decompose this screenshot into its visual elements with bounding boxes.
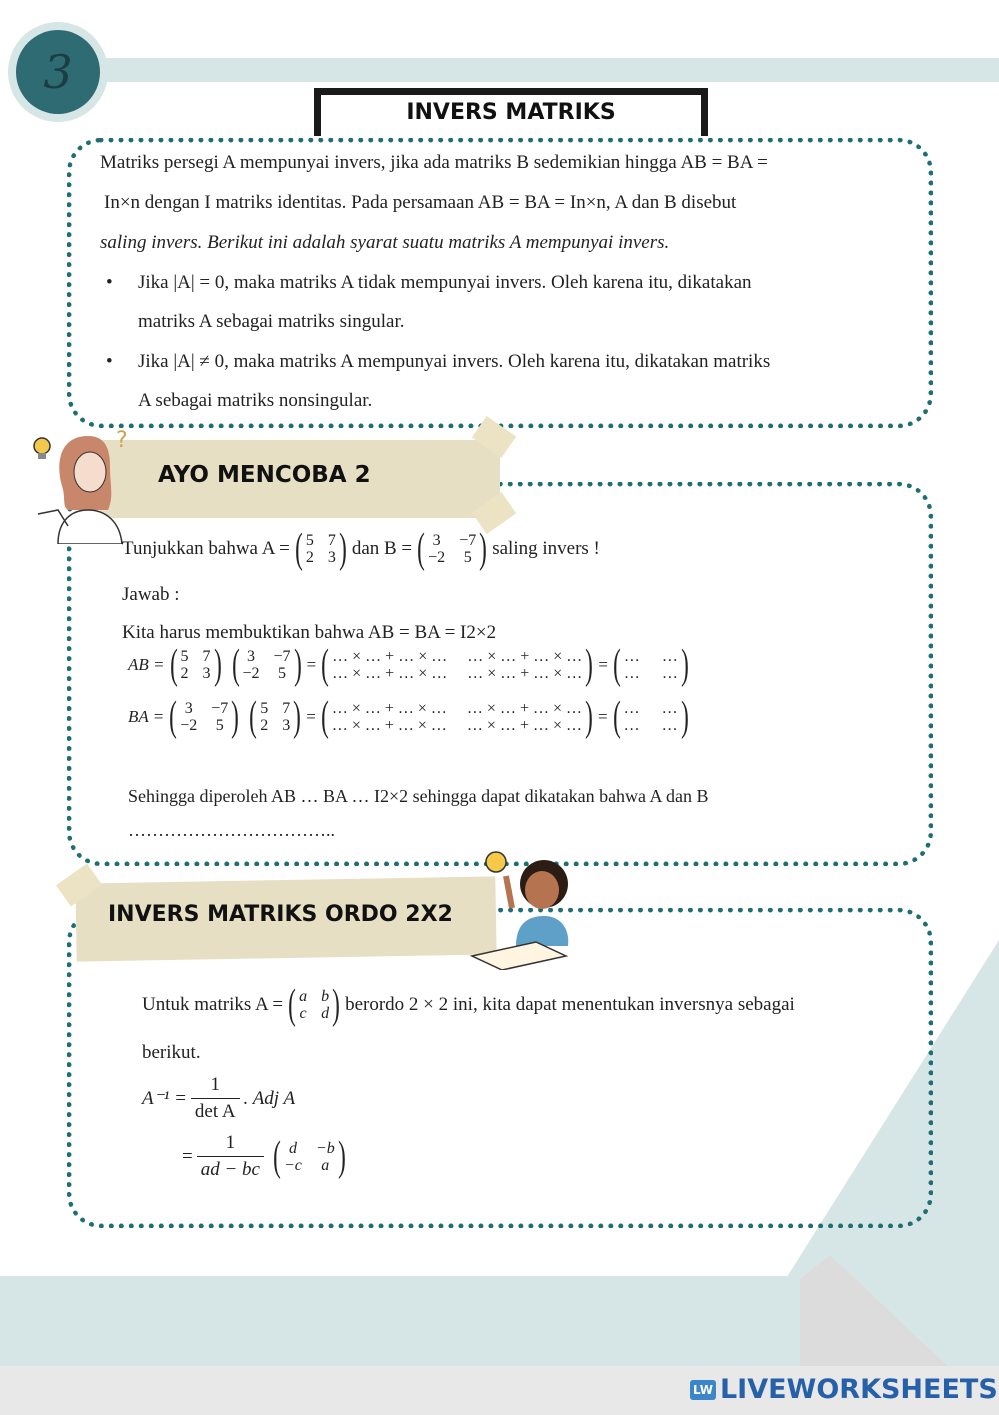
- bullet-dot-2: •: [106, 351, 113, 372]
- matrix-a: ( 5 7 2 3 ): [294, 526, 347, 572]
- ba-a-cell: 5: [260, 700, 269, 717]
- ab-blank-result: …: [623, 665, 640, 682]
- liveworksheets-watermark: [690, 1374, 998, 1405]
- adj-cell: d: [288, 1139, 297, 1157]
- matrix-abcd-cell: a: [299, 988, 308, 1005]
- proof-statement: Kita harus membuktikan bahwa AB = BA = I2×2: [122, 622, 497, 643]
- ab-equation: AB = ( 5 7 2 3 ) ( 3 −7 −2 5 ) = ( … × … + … × … … × … + … × … … × … + … × … … × … + … × … ) = ( … … … … ): [128, 642, 689, 688]
- formula-1: [142, 1074, 295, 1123]
- ab-eq-1: =: [306, 655, 317, 674]
- formula-2-den: ad − bc: [197, 1156, 264, 1181]
- matrix-a-cell: 7: [327, 532, 336, 549]
- matrix-abcd-cell: b: [321, 988, 330, 1005]
- ab-b-cell: −7: [273, 648, 291, 665]
- footer-band: [0, 1276, 800, 1366]
- ab-blank-product: … × … + … × …: [467, 665, 583, 682]
- matrix-b-cell: −7: [459, 532, 477, 549]
- formula-1-lhs: A⁻¹ =: [142, 1088, 187, 1109]
- jawab-label: Jawab :: [122, 584, 180, 605]
- intro-line2: berikut.: [142, 1042, 201, 1063]
- section1-line2: In×n dengan I matriks identitas. Pada persamaan AB = BA = In×n, A dan B disebut: [104, 192, 737, 213]
- bullet-2-line2: A sebagai matriks nonsingular.: [138, 390, 373, 411]
- ba-a-cell: 2: [260, 717, 269, 734]
- lightbulb-icon: [34, 438, 50, 454]
- matrix-a-cell: 5: [305, 532, 314, 549]
- adj-matrix: ( d −b −c a ): [273, 1133, 346, 1180]
- ab-a-cell: 7: [202, 648, 211, 665]
- ba-blank-result: …: [623, 700, 640, 717]
- lightbulb-icon: [486, 852, 506, 872]
- question-mid: dan B =: [351, 538, 413, 559]
- ba-b-cell: 3: [184, 700, 193, 717]
- matrix-b-cell: −2: [428, 549, 446, 566]
- bullet-dot-1: •: [106, 272, 113, 293]
- page-number-circle: [16, 30, 100, 114]
- matrix-abcd-cell: d: [321, 1005, 330, 1022]
- ba-b-cell: −7: [211, 700, 229, 717]
- section3-title: INVERS MATRIKS ORDO 2X2: [108, 902, 453, 927]
- ab-b-cell: 3: [247, 648, 256, 665]
- page-number: 3: [43, 45, 73, 99]
- conclusion-line: Sehingga diperoleh AB … BA … I2×2 sehingga dapat dikatakan bahwa A dan B: [128, 786, 709, 806]
- matrix-a-cell: 3: [327, 549, 336, 566]
- section1-title: INVERS MATRIKS: [406, 100, 616, 125]
- matrix-abcd-cell: c: [299, 1005, 307, 1022]
- question-post: saling invers !: [492, 538, 600, 559]
- ab-a-cell: 2: [180, 665, 189, 682]
- ba-a-cell: 3: [282, 717, 291, 734]
- question-pre: Tunjukkan bahwa A =: [122, 538, 290, 559]
- ab-a-cell: 3: [202, 665, 211, 682]
- formula-1-num: 1: [210, 1074, 220, 1095]
- matrix-a-cell: 2: [305, 549, 314, 566]
- adj-cell: −c: [283, 1156, 302, 1174]
- adj-cell: a: [321, 1156, 330, 1174]
- ab-b-cell: 5: [278, 665, 287, 682]
- ab-a-cell: 5: [180, 648, 189, 665]
- watermark-text: LIVEWORKSHEETS: [719, 1374, 998, 1405]
- ba-eq-1: =: [306, 707, 316, 726]
- ba-blank-result: …: [661, 717, 678, 734]
- formula-1-den: det A: [191, 1098, 240, 1123]
- ab-blank-result: …: [661, 665, 678, 682]
- ba-blank-product: … × … + … × …: [466, 717, 582, 734]
- ab-blank-result: …: [661, 648, 678, 665]
- ab-blank-product: … × … + … × …: [467, 648, 583, 665]
- bullet-1-line2: matriks A sebagai matriks singular.: [138, 311, 405, 332]
- formula-1-rhs: . Adj A: [243, 1087, 296, 1109]
- formula-2: [182, 1132, 351, 1181]
- thinking-girl-illustration: [28, 426, 128, 544]
- ba-blank-result: …: [623, 717, 640, 734]
- matrix-b-cell: 5: [463, 549, 472, 566]
- bullet-1-line1: Jika |A| = 0, maka matriks A tidak mempunyai invers. Oleh karena itu, dikatakan: [138, 272, 752, 293]
- formula-2-num: 1: [225, 1132, 236, 1153]
- ba-label: BA =: [128, 707, 165, 726]
- ab-b-cell: −2: [242, 665, 260, 682]
- ba-a-cell: 7: [282, 700, 291, 717]
- ab-label: AB =: [128, 655, 165, 674]
- matrix-abcd: ( a b c d ): [288, 982, 340, 1028]
- intro-pre: Untuk matriks A =: [142, 994, 284, 1015]
- matrix-b: ( 3 −7 −2 5 ): [417, 526, 488, 572]
- section2-title: AYO MENCOBA 2: [158, 462, 371, 488]
- intro-post: berordo 2 × 2 ini, kita dapat menentukan inversnya sebagai: [345, 994, 795, 1015]
- conclusion-dots: ……………………………..: [128, 820, 335, 840]
- liveworksheets-logo-icon: LW: [690, 1380, 716, 1400]
- ab-blank-product: … × … + … × …: [332, 665, 448, 682]
- ba-b-cell: −2: [180, 717, 198, 734]
- matrix-b-cell: 3: [432, 532, 441, 549]
- intro-line: [142, 984, 795, 1026]
- page-number-badge: [8, 22, 108, 122]
- ab-eq-2: =: [598, 655, 608, 674]
- formula-2-fraction: [197, 1132, 264, 1181]
- ba-blank-product: … × … + … × …: [331, 700, 447, 717]
- ba-blank-product: … × … + … × …: [331, 717, 447, 734]
- formula-2-eq: =: [182, 1145, 193, 1167]
- section1-line3: saling invers. Berikut ini adalah syarat suatu matriks A mempunyai invers.: [100, 232, 670, 253]
- ba-b-cell: 5: [215, 717, 224, 734]
- ba-blank-product: … × … + … × …: [466, 700, 582, 717]
- ab-blank-product: … × … + … × …: [332, 648, 448, 665]
- adj-cell: −b: [315, 1139, 335, 1157]
- formula-1-fraction: [191, 1074, 240, 1123]
- question-line: [122, 528, 600, 570]
- section1-line1: Matriks persegi A mempunyai invers, jika ada matriks B sedemikian hingga AB = BA =: [100, 152, 768, 173]
- bullet-2-line1: Jika |A| ≠ 0, maka matriks A mempunyai invers. Oleh karena itu, dikatakan matriks: [138, 351, 771, 372]
- question-mark-icon: ?: [116, 428, 128, 453]
- ba-eq-2: =: [598, 707, 608, 726]
- ba-blank-result: …: [661, 700, 678, 717]
- ba-equation: BA = ( 3 −7 −2 5 ) ( 5 7 2 3 ) = ( … × … + … × … … × … + … × … … × … + … × … … × … + … × … ) = ( … … … … ): [128, 694, 689, 740]
- ab-blank-result: …: [623, 648, 640, 665]
- pointing-kid-illustration: [466, 846, 576, 970]
